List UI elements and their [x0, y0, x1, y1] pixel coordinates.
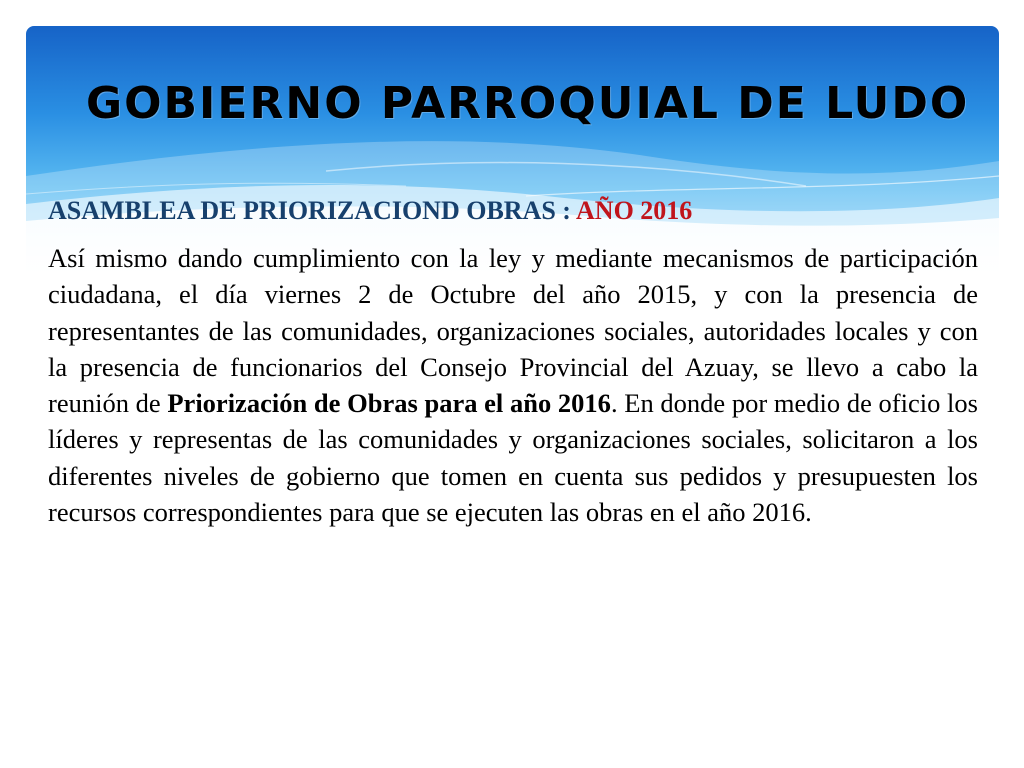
body-paragraph [48, 240, 978, 530]
banner-wave-graphic [26, 26, 999, 276]
header-banner [26, 26, 999, 276]
paragraph-bold-phrase: Priorización de Obras para el año 2016 [167, 388, 611, 419]
paragraph-part-1: Así mismo dando cumplimiento con la ley y mediante mecanismos de participación ciudadana, el día viernes 2 de Octubre del año 2015, y con la presencia de representantes de las comunidades, organizaciones sociales, autoridades locales y con la presencia de funcionarios del Consejo Provincial del Azuay, se llevo a cabo la reunión de [48, 243, 978, 419]
subtitle-year: AÑO 2016 [576, 196, 693, 225]
slide-subtitle [48, 196, 692, 226]
subtitle-text: ASAMBLEA DE PRIORIZACIOND OBRAS : [48, 196, 577, 225]
paragraph-part-2: . En donde por medio de oficio los líderes y representas de las comunidades y organizaciones sociales, solicitaron a los diferentes niveles de gobierno que tomen en cuenta sus pedidos y presupuesten los recursos correspondientes para que se ejecuten las obras en el año 2016. [48, 388, 978, 528]
slide-title: GOBIERNO PARROQUIAL DE LUDO [86, 78, 970, 129]
